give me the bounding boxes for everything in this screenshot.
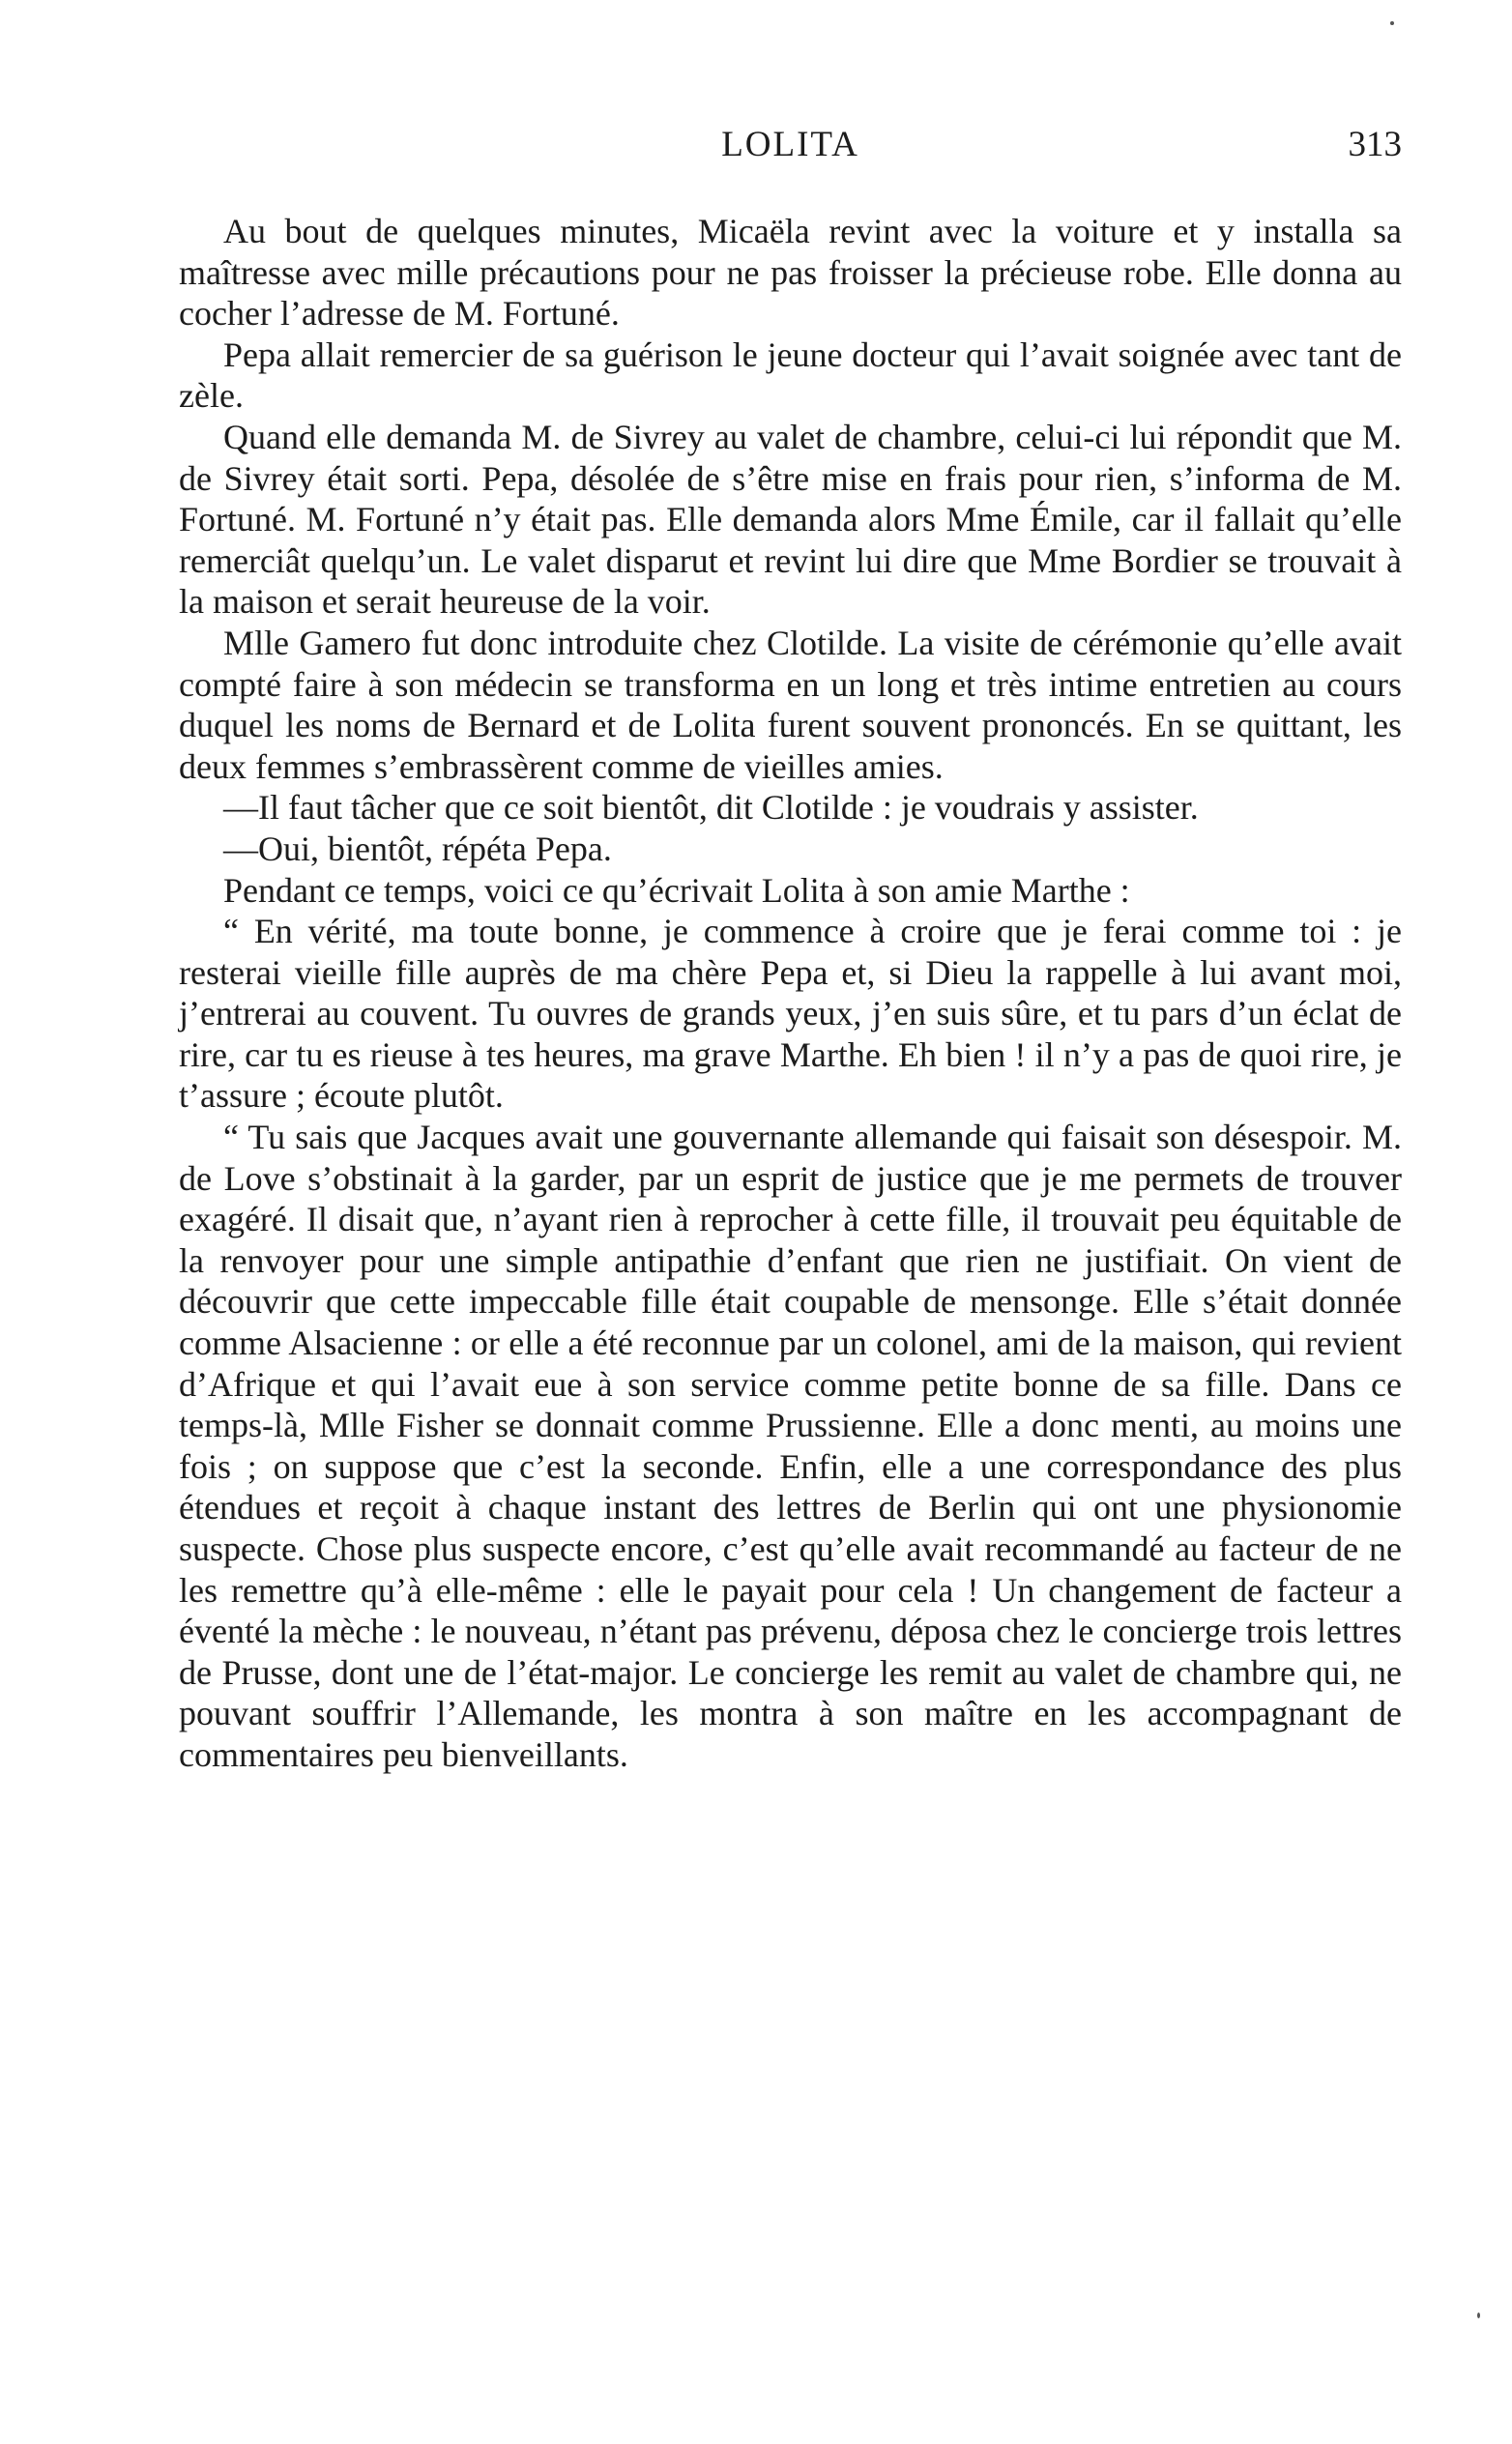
scan-speck [1390, 21, 1394, 25]
paragraph: Pendant ce temps, voici ce qu’écrivait Lolita à son amie Marthe : [223, 870, 1130, 910]
paragraph: Mlle Gamero fut donc introduite chez Clotilde. La visite de cérémonie qu’elle avait compté faire à son médecin se transforma en un long et très intime entretien au cours duquel les noms de Bernard et de Lolita furent souvent prononcés. En se quittant, les deux femmes s’embrassèrent comme de vieilles amies. [179, 623, 1402, 786]
paragraph: “ Tu sais que Jacques avait une gouvernante allemande qui faisait son désespoir. M. de Love s’obstinait à la garder, par un esprit de justice que je me permets de trouver exagéré. Il disait que, n’ayant rien à reprocher à cette fille, il trouvait peu équitable de la renvoyer pour une simple antipathie d’enfant que rien ne justifiait. On vient de découvrir que cette impeccable fille était coupable de mensonge. Elle s’était donnée comme Alsacienne : or elle a été reconnue par un colonel, ami de la maison, qui revient d’Afrique et qui l’avait eue à son service comme petite bonne de sa fille. Dans ce temps-là, Mlle Fisher se donnait comme Prussienne. Elle a donc menti, au moins une fois ; on suppose que c’est la seconde. Enfin, elle a une correspondance des plus étendues et reçoit à chaque instant des lettres de Berlin qui ont une physionomie suspecte. Chose plus suspecte encore, c’est qu’elle avait recommandé au facteur de ne les remettre qu’à elle-même : elle le payait pour cela ! Un changement de facteur a éventé la mèche : le nouveau, n’étant pas prévenu, déposa chez le concierge trois lettres de Prusse, dont une de l’état-major. Le concierge les remit au valet de chambre qui, ne pouvant souffrir l’Allemande, les montra à son maître en les accompagnant de commentaires peu bienveillants. [179, 1118, 1402, 1774]
page-header [179, 124, 1402, 172]
paragraph: —Oui, bientôt, répéta Pepa. [223, 829, 612, 868]
paragraph: Au bout de quelques minutes, Micaëla revint avec la voiture et y installa sa maîtresse avec mille précautions pour ne pas froisser la précieuse robe. Elle donna au cocher l’adresse de M. Fortuné. [179, 212, 1402, 334]
paragraph: Quand elle demanda M. de Sivrey au valet de chambre, celui-ci lui répondit que M. de Sivrey était sorti. Pepa, désolée de s’être mise en frais pour rien, s’informa de M. Fortuné. M. Fortuné n’y était pas. Elle demanda alors Mme Émile, car il fallait qu’elle remerciât quelqu’un. Le valet disparut et revint lui dire que Mme Bordier se trouvait à la maison et serait heureuse de la voir. [179, 417, 1402, 622]
page-number: 313 [1348, 125, 1402, 164]
scan-speck [1477, 2313, 1480, 2318]
paragraph: Pepa allait remercier de sa guérison le jeune docteur qui l’avait soignée avec tant de zèle. [179, 335, 1402, 416]
paragraph: “ En vérité, ma toute bonne, je commence à croire que je ferai comme toi : je resterai vieille fille auprès de ma chère Pepa et, si Dieu la rappelle à lui avant moi, j’entrerai au couvent. Tu ouvres de grands yeux, j’en suis sûre, et tu pars d’un éclat de rire, car tu es rieuse à tes heures, ma grave Marthe. Eh bien ! il n’y a pas de quoi rire, je t’assure ; écoute plutôt. [179, 912, 1402, 1116]
running-title: LOLITA [721, 125, 859, 164]
body-text [179, 211, 1402, 1776]
paragraph: —Il faut tâcher que ce soit bientôt, dit Clotilde : je voudrais y assister. [223, 788, 1199, 828]
